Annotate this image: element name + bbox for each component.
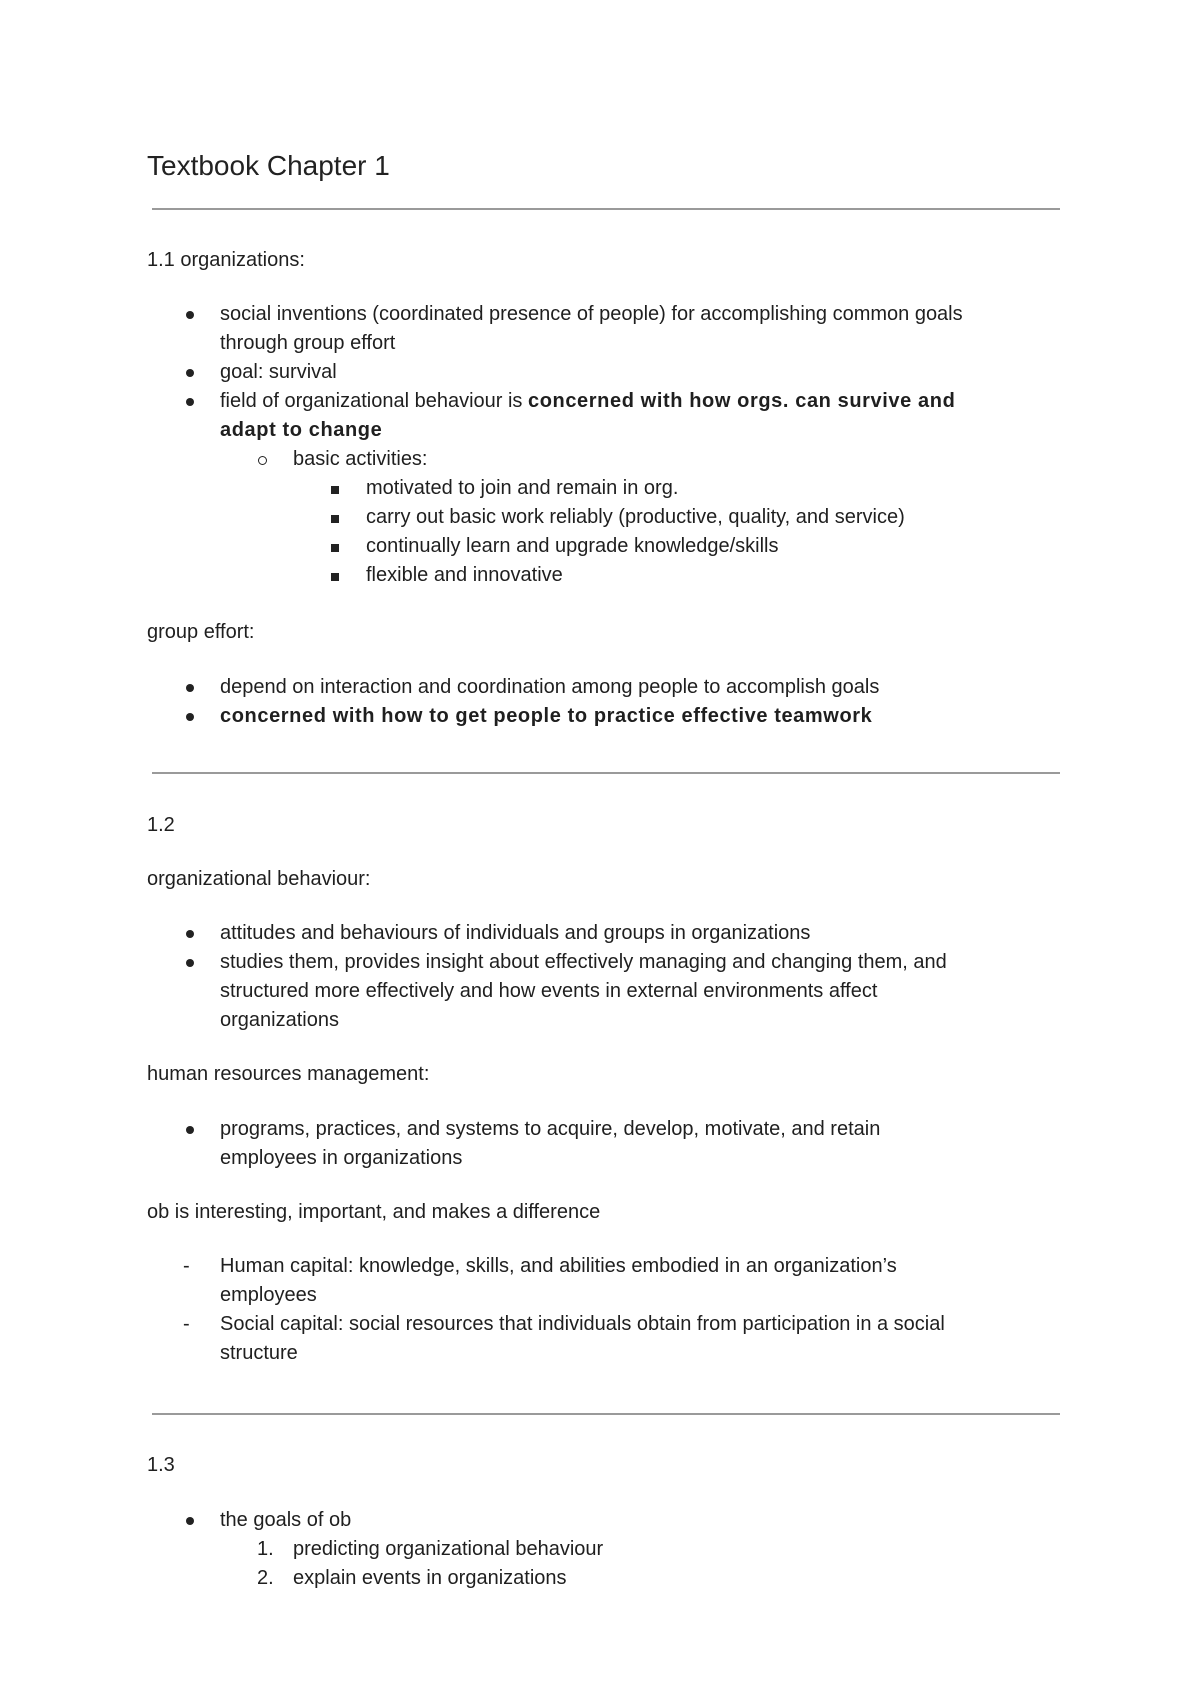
section-1-2-heading: 1.2 [147,814,175,836]
square-bullet-icon [331,486,339,494]
bold-emphasis-continuation: adapt to change [220,419,383,441]
divider-3 [152,1413,1060,1415]
bullet-icon [186,930,194,938]
bullet-icon [186,398,194,406]
list-item: the goals of ob [220,1509,352,1531]
divider-2 [152,772,1060,774]
square-bullet-icon [331,515,339,523]
bullet-icon [186,1126,194,1134]
divider-1 [152,208,1060,210]
sub-sub-item: continually learn and upgrade knowledge/skills [366,535,779,557]
sub-sub-item: flexible and innovative [366,564,563,586]
section-1-1-heading: 1.1 organizations: [147,249,305,271]
list-item: goal: survival [220,361,337,383]
list-item: studies them, provides insight about effectively managing and changing them, and [220,951,947,973]
list-item: attitudes and behaviours of individuals and groups in organizations [220,922,811,944]
list-item-continuation: structured more effectively and how events in external environments affect [220,980,878,1002]
list-item-text: field of organizational behaviour is [220,390,528,412]
square-bullet-icon [331,544,339,552]
list-item [220,387,955,415]
bullet-icon [186,311,194,319]
dash-item: Human capital: knowledge, skills, and abilities embodied in an organization’s [220,1255,897,1277]
bullet-icon [186,713,194,721]
square-bullet-icon [331,573,339,581]
group-effort-heading: group effort: [147,621,255,643]
dash-marker: - [183,1255,190,1277]
numbered-marker: 1. [257,1538,274,1560]
dash-item-continuation: employees [220,1284,317,1306]
list-item: programs, practices, and systems to acquire, develop, motivate, and retain [220,1118,881,1140]
hollow-bullet-icon [258,456,267,465]
numbered-item: explain events in organizations [293,1567,567,1589]
ob-interesting-text: ob is interesting, important, and makes a difference [147,1201,601,1223]
ob-heading: organizational behaviour: [147,868,371,890]
hrm-heading: human resources management: [147,1063,430,1085]
dash-item-continuation: structure [220,1342,298,1364]
bullet-icon [186,1517,194,1525]
list-item-bold: concerned with how to get people to practice effective teamwork [220,705,873,727]
bold-emphasis: concerned with how orgs. can survive and [527,390,956,412]
list-item-continuation: employees in organizations [220,1147,463,1169]
list-item: social inventions (coordinated presence of people) for accomplishing common goals [220,303,963,325]
sub-sub-item: motivated to join and remain in org. [366,477,679,499]
sub-sub-item: carry out basic work reliably (productive, quality, and service) [366,506,905,528]
list-item: depend on interaction and coordination among people to accomplish goals [220,676,880,698]
bullet-icon [186,959,194,967]
section-1-3-heading: 1.3 [147,1454,175,1476]
bullet-icon [186,684,194,692]
list-item-continuation: through group effort [220,332,396,354]
numbered-item: predicting organizational behaviour [293,1538,604,1560]
list-item-continuation: organizations [220,1009,339,1031]
page-title: Textbook Chapter 1 [147,150,390,181]
bullet-icon [186,369,194,377]
dash-marker: - [183,1313,190,1335]
sub-list-label: basic activities: [293,448,428,470]
dash-item: Social capital: social resources that individuals obtain from participation in a social [220,1313,945,1335]
numbered-marker: 2. [257,1567,274,1589]
